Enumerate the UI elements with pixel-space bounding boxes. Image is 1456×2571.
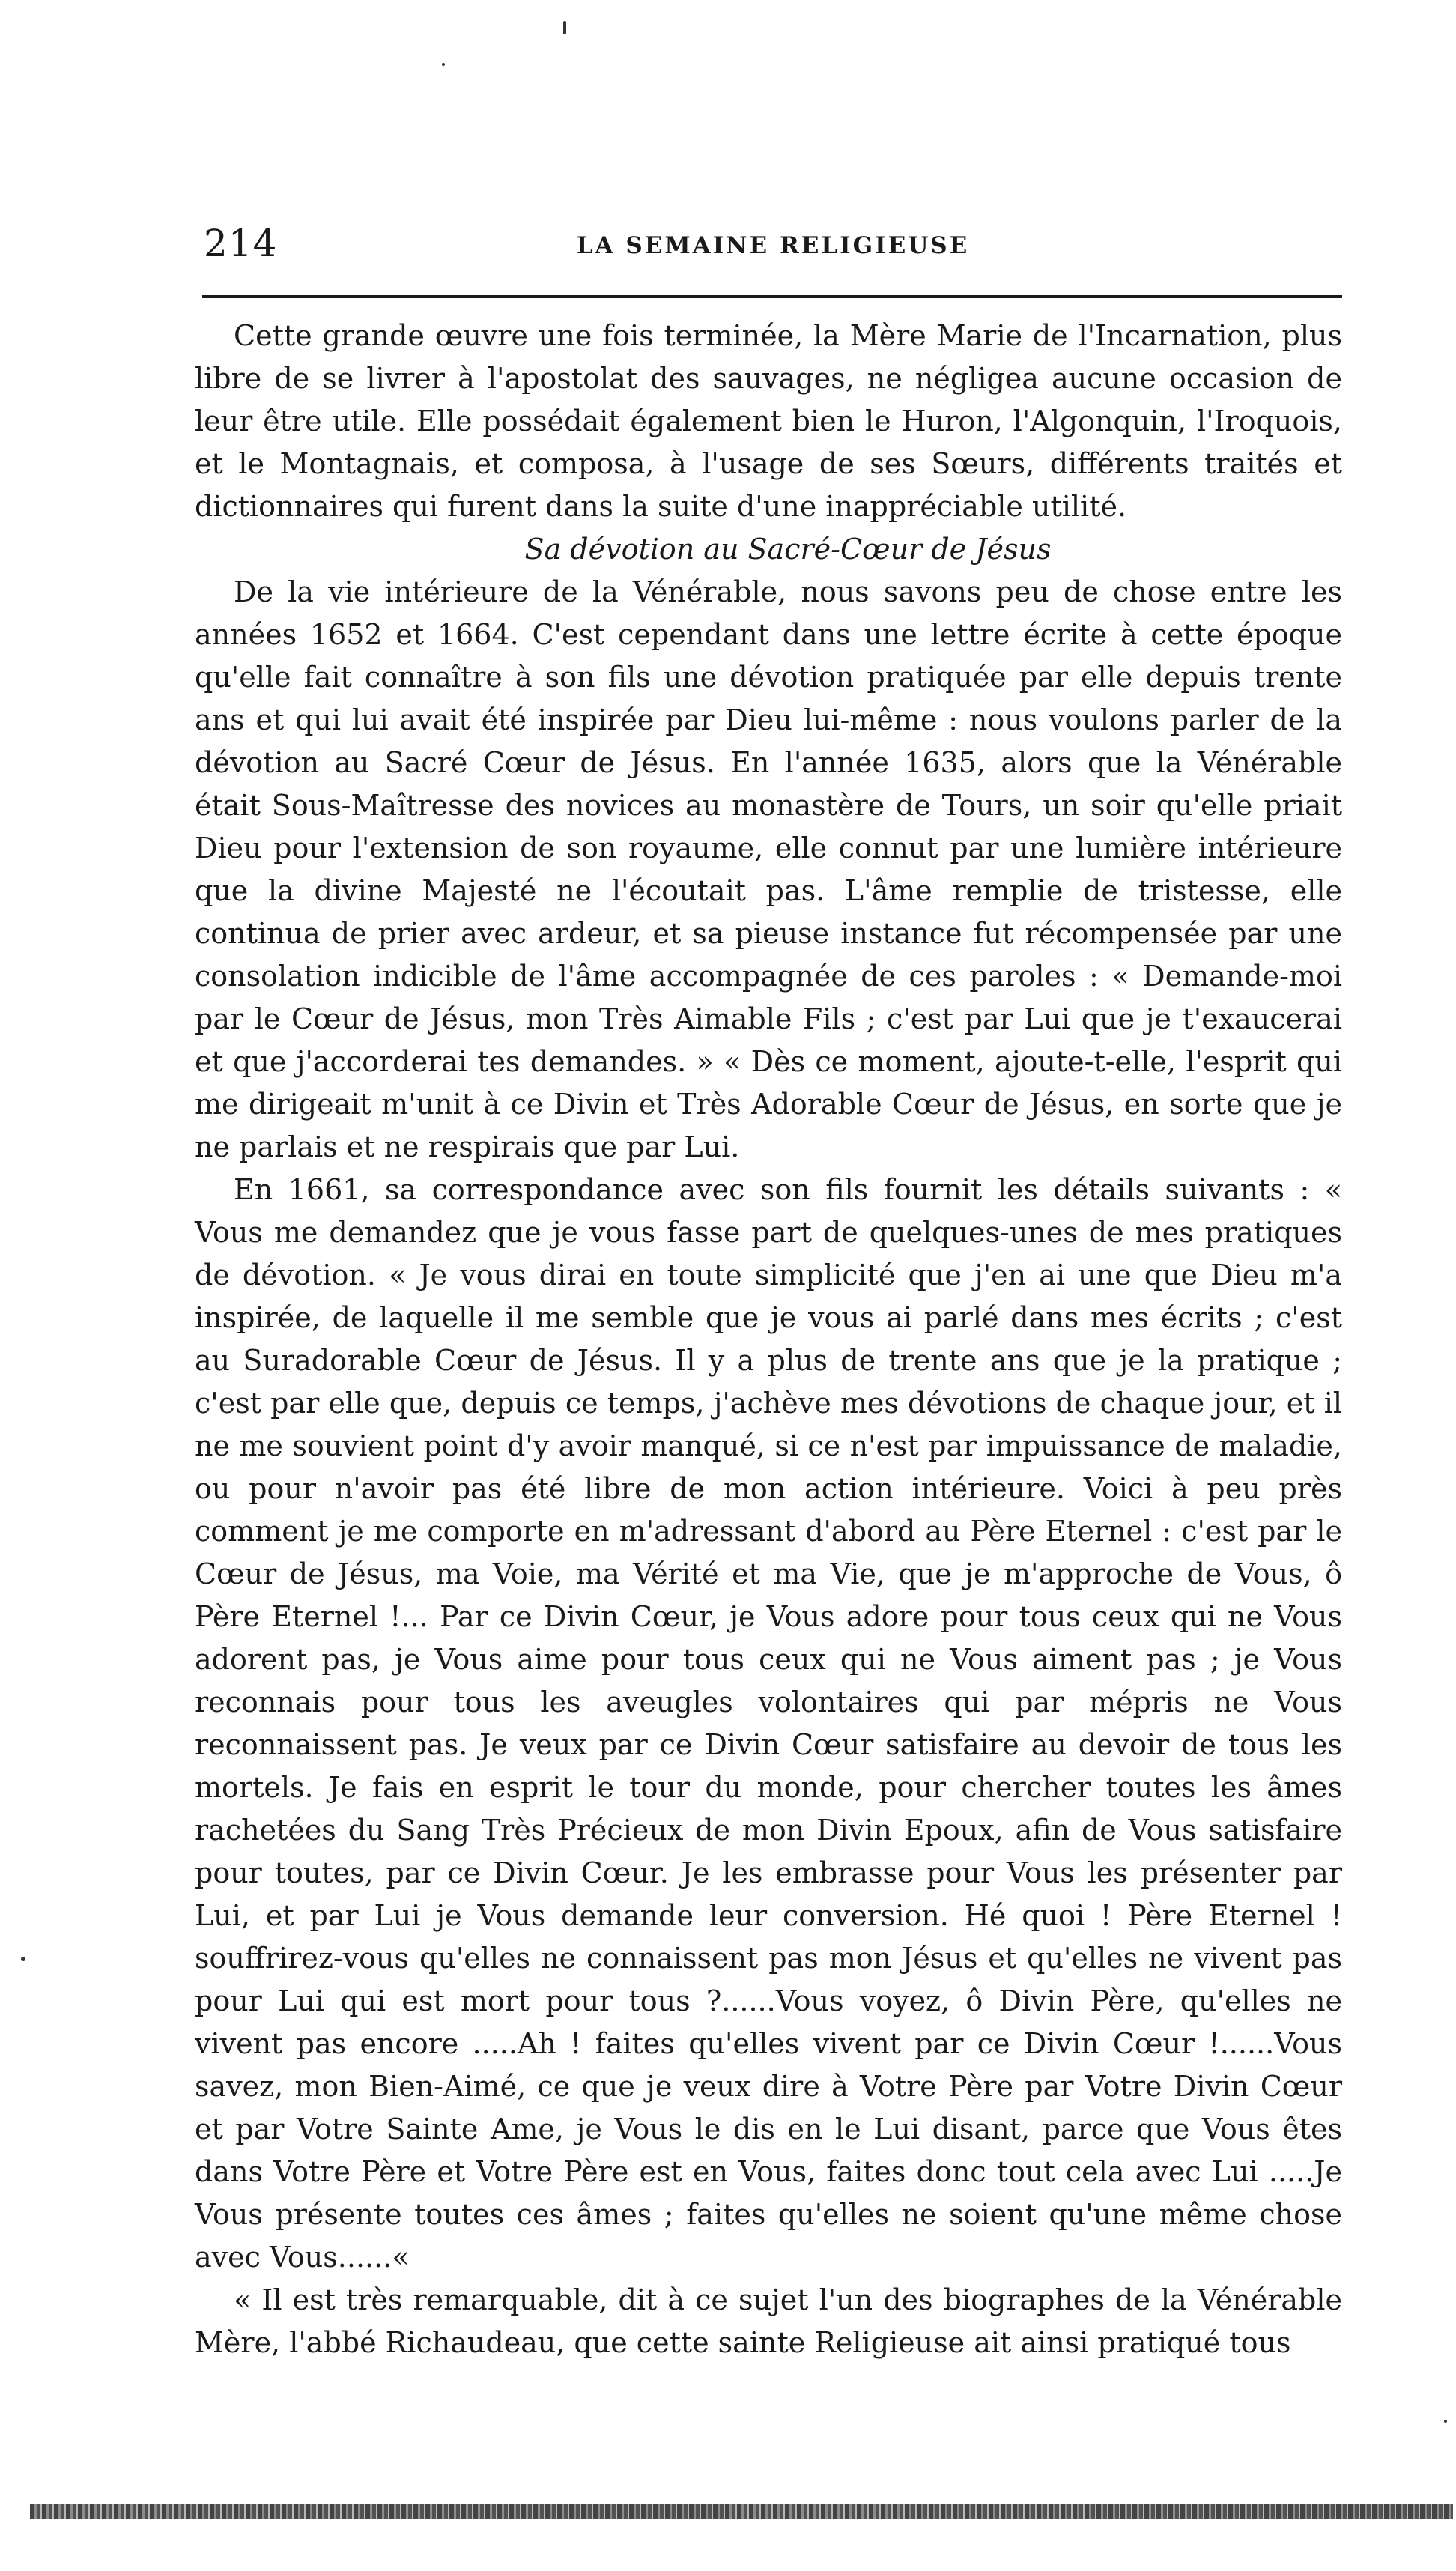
scan-speck (442, 63, 445, 66)
running-title: LA SEMAINE RELIGIEUSE (576, 232, 970, 259)
section-heading: Sa dévotion au Sacré-Cœur de Jésus (524, 533, 1052, 566)
scan-speck (1444, 2420, 1447, 2423)
header-rule (202, 295, 1342, 298)
body-text (195, 315, 1342, 2364)
scan-speck (21, 1957, 25, 1961)
page-header (204, 222, 1342, 267)
scan-edge-band (30, 2504, 1453, 2519)
paragraph-1: Cette grande œuvre une fois terminée, la Mère Marie de l'Incarnation, plus libre de se livrer à l'apostolat des sauvages, ne négligea aucune occasion de leur être utile. Elle possédait également bien le Huron, l'Algonquin, l'Iroquois, et le Montagnais, et composa, à l'usage de ses Sœurs, différents traités et dictionnaires qui furent dans la suite d'une inappréciable utilité. (195, 319, 1342, 523)
scan-speck (563, 21, 566, 34)
page-number: 214 (204, 222, 278, 265)
paragraph-2: De la vie intérieure de la Vénérable, nous savons peu de chose entre les années 1652 et 1664. C'est cependant dans une lettre écrite à cette époque qu'elle fait connaître à son fils une dévotion pratiquée par elle depuis trente ans et qui lui avait été inspirée par Dieu lui-même : nous voulons parler de la dévotion au Sacré Cœur de Jésus. En l'année 1635, alors que la Vénérable était Sous-Maîtresse des novices au monastère de Tours, un soir qu'elle priait Dieu pour l'extension de son royaume, elle connut par une lumière intérieure que la divine Majesté ne l'écoutait pas. L'âme remplie de tristesse, elle continua de prier avec ardeur, et sa pieuse instance fut récompensée par une consolation indicible de l'âme accompagnée de ces paroles : « Demande-moi par le Cœur de Jésus, mon Très Aimable Fils ; c'est par Lui que je t'exaucerai et que j'accorderai tes demandes. » « Dès ce moment, ajoute-t-elle, l'esprit qui me dirigeait m'unit à ce Divin et Très Adorable Cœur de Jésus, en sorte que je ne parlais et ne respirais que par Lui. (195, 575, 1342, 1163)
paragraph-3: En 1661, sa correspondance avec son fils fournit les détails suivants : « Vous me demandez que je vous fasse part de quelques-unes de mes pratiques de dévotion. « Je vous dirai en toute simplicité que j'en ai une que Dieu m'a inspirée, de laquelle il me semble que je vous ai parlé dans mes écrits ; c'est au Suradorable Cœur de Jésus. Il y a plus de trente ans que je la pratique ; c'est par elle que, depuis ce temps, j'achève mes dévotions de chaque jour, et il ne me souvient point d'y avoir manqué, si ce n'est par impuissance de maladie, ou pour n'avoir pas été libre de mon action intérieure. Voici à peu près comment je me comporte en m'adressant d'abord au Père Eternel : c'est par le Cœur de Jésus, ma Voie, ma Vérité et ma Vie, que je m'approche de Vous, ô Père Eternel !... Par ce Divin Cœur, je Vous adore pour tous ceux qui ne Vous adorent pas, je Vous aime pour tous ceux qui ne Vous aiment pas ; je Vous reconnais pour tous les aveugles volontaires qui par mépris ne Vous reconnaissent pas. Je veux par ce Divin Cœur satisfaire au devoir de tous les mortels. Je fais en esprit le tour du monde, pour chercher toutes les âmes rachetées du Sang Très Précieux de mon Divin Epoux, afin de Vous satisfaire pour toutes, par ce Divin Cœur. Je les embrasse pour Vous les présenter par Lui, et par Lui je Vous demande leur conversion. Hé quoi ! Père Eternel ! souffrirez-vous qu'elles ne connaissent pas mon Jésus et qu'elles ne vivent pas pour Lui qui est mort pour tous ?......Vous voyez, ô Divin Père, qu'elles ne vivent pas encore .....Ah ! faites qu'elles vivent par ce Divin Cœur !......Vous savez, mon Bien-Aimé, ce que je veux dire à Votre Père par Votre Divin Cœur et par Votre Sainte Ame, je Vous le dis en le Lui disant, parce que Vous êtes dans Votre Père et Votre Père est en Vous, faites donc tout cela avec Lui .....Je Vous présente toutes ces âmes ; faites qu'elles ne soient qu'une même chose avec Vous......« (195, 1173, 1342, 2274)
paragraph-4: « Il est très remarquable, dit à ce sujet l'un des biographes de la Vénérable Mère, l'abbé Richaudeau, que cette sainte Religieuse ait ainsi pratiqué tous (195, 2283, 1342, 2359)
